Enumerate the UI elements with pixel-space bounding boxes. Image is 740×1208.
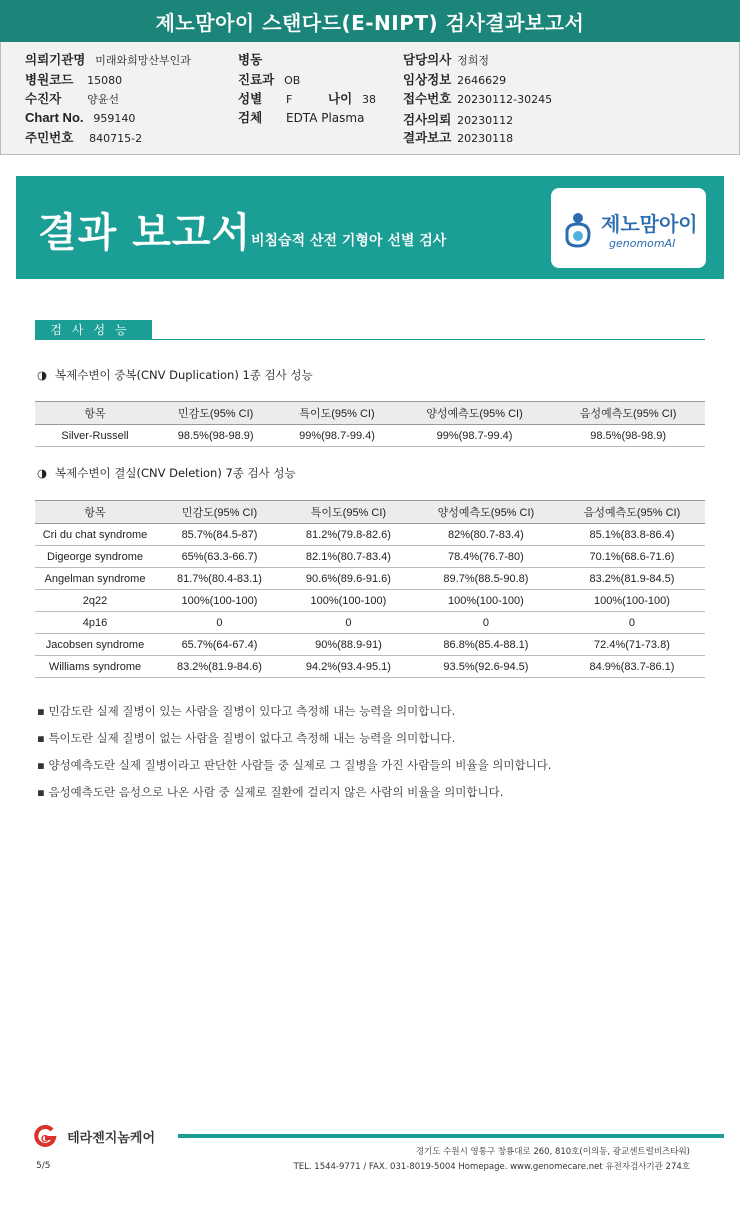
ward-row <box>238 50 268 68</box>
receipt-value: 20230112-30245 <box>457 93 553 106</box>
hospital-label: 의뢰기관명 <box>25 52 86 67</box>
col-npv: 음성예측도(95% CI) <box>559 501 705 524</box>
deletion-heading <box>37 465 296 481</box>
specimen-value: EDTA Plasma <box>285 111 365 125</box>
col-ppv: 양성예측도(95% CI) <box>398 402 552 425</box>
cell-sensitivity: 65%(63.3-66.7) <box>155 546 284 568</box>
cell-npv: 70.1%(68.6-71.6) <box>559 546 705 568</box>
dept-label: 진료과 <box>238 72 275 87</box>
cell-specificity: 81.2%(79.8-82.6) <box>284 524 413 546</box>
cell-sensitivity: 65.7%(64-67.4) <box>155 634 284 656</box>
report-date-value: 20230118 <box>457 132 514 145</box>
report-title: 제노맘아이 스탠다드(E-NIPT) 검사결과보고서 <box>155 11 585 35</box>
col-specificity: 특이도(95% CI) <box>284 501 413 524</box>
cell-ppv: 0 <box>413 612 559 634</box>
cell-specificity: 82.1%(80.7-83.4) <box>284 546 413 568</box>
cell-sensitivity: 100%(100-100) <box>155 590 284 612</box>
definition-notes <box>37 703 551 811</box>
footer-contact: TEL. 1544-9771 / FAX. 031-8019-5004 Homepage. www.genomecare.net 유전자검사기관 274호 <box>293 1162 690 1172</box>
ssn-value: 840715-2 <box>89 132 143 145</box>
cell-specificity: 0 <box>284 612 413 634</box>
chart-row <box>25 110 135 125</box>
cell-item: Silver-Russell <box>35 425 155 447</box>
sex-row <box>238 89 292 107</box>
request-row <box>403 110 513 128</box>
col-sensitivity: 민감도(95% CI) <box>155 402 276 425</box>
cell-ppv: 82%(80.7-83.4) <box>413 524 559 546</box>
section-divider <box>35 339 705 340</box>
footer-divider <box>178 1134 724 1138</box>
section-tab-performance: 검사성능 <box>35 320 152 340</box>
logo-english: genomomAI <box>609 237 676 250</box>
footer-address: 경기도 수원시 영통구 창룡대로 260, 810호(이의동, 광교센트럴비즈타워) <box>415 1147 690 1157</box>
patient-info-panel <box>0 42 740 155</box>
receipt-label: 접수번호 <box>403 91 452 106</box>
hospital-code-row <box>25 70 122 88</box>
table-row <box>35 524 705 546</box>
receipt-row <box>403 89 552 107</box>
clinical-value: 2646629 <box>457 74 507 87</box>
doctor-value: 정희정 <box>457 54 490 67</box>
half-circle-icon: ◑ <box>37 466 48 480</box>
table-row <box>35 656 705 678</box>
deletion-table <box>35 500 705 678</box>
hospital-value: 미래와희망산부인과 <box>95 54 191 67</box>
cell-item: Angelman syndrome <box>35 568 155 590</box>
duplication-heading-text: 복제수변이 중복(CNV Duplication) 1종 검사 성능 <box>55 368 313 382</box>
table-row <box>35 590 705 612</box>
cell-sensitivity: 85.7%(84.5-87) <box>155 524 284 546</box>
cell-npv: 98.5%(98-98.9) <box>551 425 705 447</box>
chart-value: 959140 <box>93 112 136 125</box>
col-specificity: 특이도(95% CI) <box>276 402 397 425</box>
cell-npv: 83.2%(81.9-84.5) <box>559 568 705 590</box>
banner-subtitle: 비침습적 산전 기형아 선별 검사 <box>251 233 447 249</box>
cell-sensitivity: 98.5%(98-98.9) <box>155 425 276 447</box>
age-value: 38 <box>361 93 376 106</box>
banner-title: 결과 보고서 <box>38 210 252 256</box>
page-number: 5/5 <box>36 1161 51 1171</box>
hospital-row <box>25 50 191 68</box>
cell-ppv: 78.4%(76.7-80) <box>413 546 559 568</box>
cell-npv: 100%(100-100) <box>559 590 705 612</box>
col-item: 항목 <box>35 501 155 524</box>
hospital-code-label: 병원코드 <box>25 72 74 87</box>
ward-label: 병동 <box>238 52 263 67</box>
request-label: 검사의뢰 <box>403 112 452 127</box>
cell-item: 2q22 <box>35 590 155 612</box>
dept-value: OB <box>284 74 301 87</box>
cell-item: Jacobsen syndrome <box>35 634 155 656</box>
note-ppv: ▪ 양성예측도란 실제 질병이라고 판단한 사람들 중 실제로 그 질병을 가진 사람들의 비율을 의미합니다. <box>37 758 552 772</box>
deletion-heading-text: 복제수변이 결실(CNV Deletion) 7종 검사 성능 <box>55 466 296 480</box>
table-row <box>35 568 705 590</box>
result-banner <box>16 176 724 279</box>
patient-value: 양윤선 <box>87 93 119 106</box>
table-header-row <box>35 501 705 524</box>
note-specificity: ▪ 특이도란 실제 질병이 없는 사람을 질병이 없다고 측정해 내는 능력을 의미합니다. <box>37 731 456 745</box>
cell-specificity: 100%(100-100) <box>284 590 413 612</box>
report-header <box>0 0 740 42</box>
cell-npv: 0 <box>559 612 705 634</box>
cell-item: Cri du chat syndrome <box>35 524 155 546</box>
footer-company-logo <box>32 1125 155 1147</box>
cell-ppv: 100%(100-100) <box>413 590 559 612</box>
table-row <box>35 634 705 656</box>
logo-korean: 제노맘아이 <box>601 212 698 236</box>
cell-ppv: 89.7%(88.5-90.8) <box>413 568 559 590</box>
mother-baby-icon <box>563 212 593 248</box>
cell-ppv: 86.8%(85.4-88.1) <box>413 634 559 656</box>
report-date-label: 결과보고 <box>403 130 452 145</box>
age-label: 나이 <box>328 91 353 106</box>
doctor-label: 담당의사 <box>403 52 452 67</box>
cell-npv: 72.4%(71-73.8) <box>559 634 705 656</box>
cell-sensitivity: 83.2%(81.9-84.6) <box>155 656 284 678</box>
patient-row <box>25 89 119 107</box>
cell-specificity: 90.6%(89.6-91.6) <box>284 568 413 590</box>
chart-label: Chart No. <box>25 110 84 125</box>
doctor-row <box>403 50 489 68</box>
clinical-row <box>403 70 506 88</box>
company-name: 테라젠지놈케어 <box>67 1130 155 1146</box>
col-npv: 음성예측도(95% CI) <box>551 402 705 425</box>
cell-specificity: 99%(98.7-99.4) <box>276 425 397 447</box>
col-ppv: 양성예측도(95% CI) <box>413 501 559 524</box>
table-row <box>35 425 705 447</box>
table-row <box>35 612 705 634</box>
note-sensitivity: ▪ 민감도란 실제 질병이 있는 사람을 질병이 있다고 측정해 내는 능력을 의미합니다. <box>37 704 456 718</box>
half-circle-icon: ◑ <box>37 368 48 382</box>
brand-logo <box>551 188 706 268</box>
col-sensitivity: 민감도(95% CI) <box>155 501 284 524</box>
cell-specificity: 90%(88.9-91) <box>284 634 413 656</box>
cell-npv: 85.1%(83.8-86.4) <box>559 524 705 546</box>
cell-sensitivity: 81.7%(80.4-83.1) <box>155 568 284 590</box>
cell-sensitivity: 0 <box>155 612 284 634</box>
company-g-icon <box>32 1125 58 1147</box>
note-npv: ▪ 음성예측도란 음성으로 나온 사람 중 실제로 질환에 걸리지 않은 사람의 비율을 의미합니다. <box>37 785 504 799</box>
ssn-row <box>25 128 142 146</box>
report-date-row <box>403 128 513 146</box>
cell-item: Williams syndrome <box>35 656 155 678</box>
sex-label: 성별 <box>238 91 263 106</box>
sex-value: F <box>285 93 293 106</box>
cell-item: 4p16 <box>35 612 155 634</box>
duplication-heading <box>37 367 313 383</box>
specimen-label: 검체 <box>238 110 263 125</box>
request-value: 20230112 <box>457 114 514 127</box>
svg-text:G: G <box>41 1134 49 1145</box>
table-header-row <box>35 402 705 425</box>
cell-ppv: 99%(98.7-99.4) <box>398 425 552 447</box>
cell-item: Digeorge syndrome <box>35 546 155 568</box>
clinical-label: 임상정보 <box>403 72 452 87</box>
cell-npv: 84.9%(83.7-86.1) <box>559 656 705 678</box>
cell-specificity: 94.2%(93.4-95.1) <box>284 656 413 678</box>
table-row <box>35 546 705 568</box>
dept-row <box>238 70 300 88</box>
duplication-table <box>35 401 705 447</box>
hospital-code-value: 15080 <box>87 74 123 87</box>
patient-label: 수진자 <box>25 91 62 106</box>
ssn-label: 주민번호 <box>25 130 74 145</box>
specimen-row <box>238 108 364 126</box>
age-row <box>328 89 376 107</box>
cell-ppv: 93.5%(92.6-94.5) <box>413 656 559 678</box>
col-item: 항목 <box>35 402 155 425</box>
